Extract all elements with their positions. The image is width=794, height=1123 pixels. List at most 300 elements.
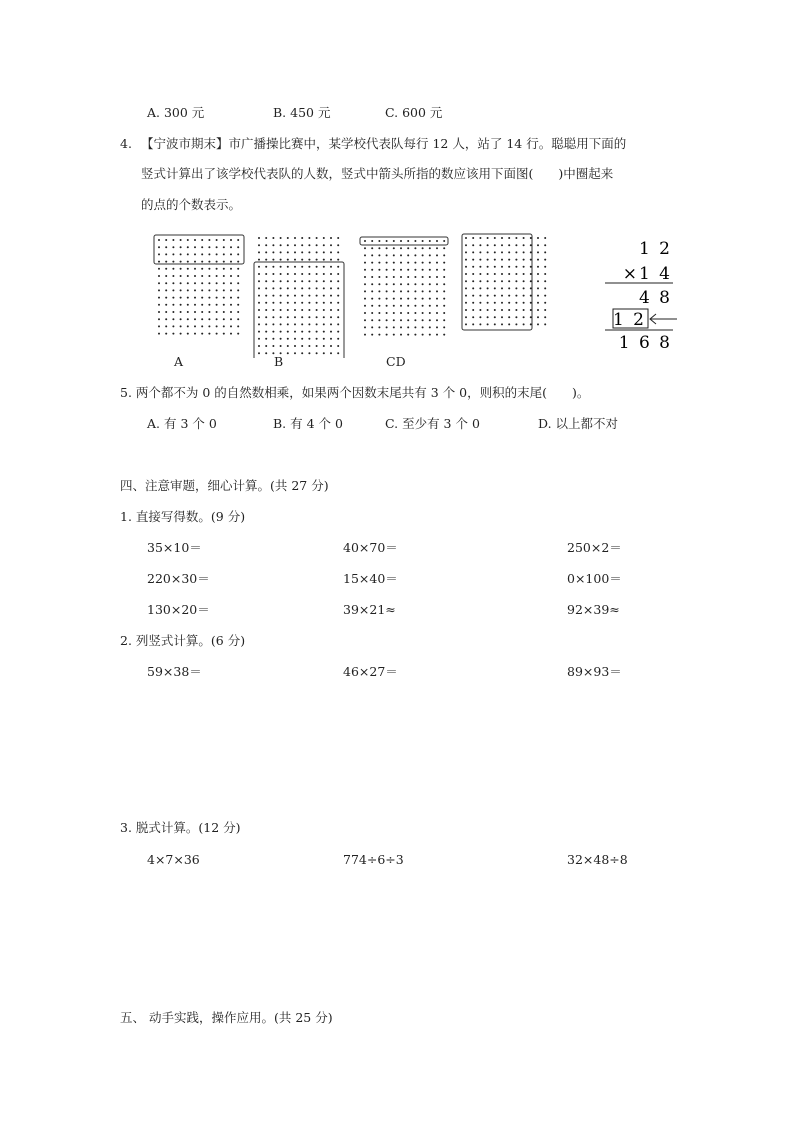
dot <box>265 266 267 268</box>
dot <box>287 295 289 297</box>
dot <box>400 247 402 249</box>
dot <box>308 280 310 282</box>
dot <box>414 269 416 271</box>
calc-item: 40×70＝ <box>343 540 398 555</box>
dot <box>371 305 373 307</box>
dot <box>436 290 438 292</box>
dot <box>378 262 380 264</box>
dot <box>393 298 395 300</box>
dot <box>187 239 189 241</box>
dot <box>272 302 274 304</box>
dot <box>337 244 339 246</box>
calc-item: 774÷6÷3 <box>343 852 404 867</box>
dot <box>371 298 373 300</box>
dot <box>523 237 525 239</box>
dot <box>330 302 332 304</box>
dot <box>201 304 203 306</box>
dot <box>414 240 416 242</box>
dot <box>194 333 196 335</box>
dot <box>407 305 409 307</box>
dot <box>294 331 296 333</box>
dot <box>208 261 210 263</box>
dot <box>414 305 416 307</box>
dot <box>165 275 167 277</box>
dot <box>386 240 388 242</box>
dot <box>316 237 318 239</box>
dot <box>544 266 546 268</box>
dot <box>208 289 210 291</box>
dot <box>272 251 274 253</box>
dot <box>443 319 445 321</box>
dot <box>472 280 474 282</box>
dot <box>364 334 366 336</box>
dot <box>378 276 380 278</box>
dot <box>165 261 167 263</box>
dot <box>508 295 510 297</box>
option-a: A. 300 元 <box>147 105 205 120</box>
dot <box>172 275 174 277</box>
dot <box>280 295 282 297</box>
dot <box>287 331 289 333</box>
dot <box>465 295 467 297</box>
dot <box>180 253 182 255</box>
dot <box>165 253 167 255</box>
dot <box>280 244 282 246</box>
dot <box>494 237 496 239</box>
dot <box>265 251 267 253</box>
dot <box>371 262 373 264</box>
dot <box>272 309 274 311</box>
dot <box>258 244 260 246</box>
dot <box>265 259 267 261</box>
dot <box>337 316 339 318</box>
dot <box>216 304 218 306</box>
section5-title: 五、 动手实践，操作应用。(共 25 分) <box>120 1010 333 1025</box>
dot <box>316 302 318 304</box>
dot <box>337 273 339 275</box>
dot <box>165 239 167 241</box>
calc-item: 4×7×36 <box>147 852 200 867</box>
dot <box>337 295 339 297</box>
dot <box>472 295 474 297</box>
dot <box>194 289 196 291</box>
dot <box>208 275 210 277</box>
dot <box>237 297 239 299</box>
dot <box>308 266 310 268</box>
dot <box>414 283 416 285</box>
dot <box>201 311 203 313</box>
dot <box>386 326 388 328</box>
dot <box>407 254 409 256</box>
dot <box>422 254 424 256</box>
dot <box>429 312 431 314</box>
dot <box>258 352 260 354</box>
dot <box>386 312 388 314</box>
dot <box>422 334 424 336</box>
dot <box>180 239 182 241</box>
dot <box>237 318 239 320</box>
dot <box>230 311 232 313</box>
dot <box>230 268 232 270</box>
dot <box>316 323 318 325</box>
dot <box>544 302 546 304</box>
dot <box>230 275 232 277</box>
dot <box>301 237 303 239</box>
dot <box>208 304 210 306</box>
dot <box>537 323 539 325</box>
dot <box>429 262 431 264</box>
dot <box>287 287 289 289</box>
dot <box>429 319 431 321</box>
dot <box>316 309 318 311</box>
dot <box>501 244 503 246</box>
dot <box>508 266 510 268</box>
dot <box>330 316 332 318</box>
dot <box>187 325 189 327</box>
dot <box>400 298 402 300</box>
dot <box>272 316 274 318</box>
dot <box>479 302 481 304</box>
dot <box>407 326 409 328</box>
dot <box>364 298 366 300</box>
dot <box>429 276 431 278</box>
dot <box>165 282 167 284</box>
dot <box>479 287 481 289</box>
dot <box>371 240 373 242</box>
dot <box>287 244 289 246</box>
dot <box>223 268 225 270</box>
dot <box>187 318 189 320</box>
dot <box>230 246 232 248</box>
dot <box>378 326 380 328</box>
s4-q3-title: 3. 脱式计算。(12 分) <box>120 820 241 835</box>
calc-row3: 4 8 <box>638 288 672 308</box>
dot <box>429 254 431 256</box>
dot <box>487 259 489 261</box>
dot <box>180 268 182 270</box>
dot <box>422 290 424 292</box>
dot <box>400 290 402 292</box>
dot <box>537 316 539 318</box>
dot <box>501 309 503 311</box>
dot <box>436 319 438 321</box>
dot <box>472 273 474 275</box>
dot <box>216 239 218 241</box>
dot <box>237 325 239 327</box>
dot <box>223 253 225 255</box>
dot <box>158 297 160 299</box>
dot <box>323 338 325 340</box>
dot <box>330 345 332 347</box>
q4-number: 4. <box>120 136 132 151</box>
dot <box>287 338 289 340</box>
dot <box>429 326 431 328</box>
dot <box>287 316 289 318</box>
dot <box>323 280 325 282</box>
dot <box>537 309 539 311</box>
section4-title: 四、注意审题，细心计算。(共 27 分) <box>120 478 329 493</box>
dot <box>187 268 189 270</box>
dot <box>472 259 474 261</box>
dot <box>172 246 174 248</box>
dot <box>407 298 409 300</box>
dot <box>479 259 481 261</box>
dot <box>287 352 289 354</box>
dot <box>386 290 388 292</box>
dot <box>523 280 525 282</box>
dot <box>407 312 409 314</box>
dot <box>208 268 210 270</box>
dot <box>508 273 510 275</box>
dot <box>216 246 218 248</box>
dot <box>515 259 517 261</box>
dot <box>287 259 289 261</box>
dot <box>216 261 218 263</box>
dot <box>294 302 296 304</box>
dot <box>337 237 339 239</box>
dot <box>265 237 267 239</box>
dot <box>386 319 388 321</box>
dot <box>230 318 232 320</box>
dot <box>414 312 416 314</box>
dot <box>287 309 289 311</box>
dot <box>407 240 409 242</box>
dot <box>465 302 467 304</box>
dot <box>237 289 239 291</box>
dot <box>523 295 525 297</box>
dot <box>407 269 409 271</box>
dot <box>523 323 525 325</box>
dot <box>265 352 267 354</box>
calc-row2: ×1 4 <box>622 264 672 284</box>
dot <box>364 290 366 292</box>
calc-item: 32×48÷8 <box>567 852 628 867</box>
dot <box>487 295 489 297</box>
dot <box>400 269 402 271</box>
dot <box>230 325 232 327</box>
dot <box>265 316 267 318</box>
option-c: C. 600 元 <box>385 105 443 120</box>
dot <box>337 259 339 261</box>
dot <box>323 323 325 325</box>
dot <box>422 269 424 271</box>
dot <box>414 334 416 336</box>
dot <box>422 298 424 300</box>
dot <box>465 259 467 261</box>
dot <box>501 287 503 289</box>
dot <box>287 323 289 325</box>
dot <box>308 323 310 325</box>
dot <box>187 311 189 313</box>
dot <box>323 273 325 275</box>
dot <box>422 305 424 307</box>
dot <box>364 305 366 307</box>
dot <box>172 318 174 320</box>
dot <box>400 319 402 321</box>
dot <box>378 240 380 242</box>
dot <box>400 305 402 307</box>
dot <box>537 251 539 253</box>
dot <box>272 237 274 239</box>
dot <box>330 352 332 354</box>
dot <box>515 244 517 246</box>
dot <box>301 251 303 253</box>
dot <box>523 302 525 304</box>
dot <box>201 275 203 277</box>
dot <box>501 266 503 268</box>
dot <box>294 309 296 311</box>
dot <box>265 280 267 282</box>
dot <box>230 289 232 291</box>
dot <box>316 295 318 297</box>
dot <box>265 302 267 304</box>
dot <box>443 312 445 314</box>
dot <box>508 259 510 261</box>
dot <box>201 297 203 299</box>
dot <box>544 287 546 289</box>
option-b: B. 450 元 <box>273 105 331 120</box>
dot <box>237 261 239 263</box>
dot <box>400 262 402 264</box>
dot <box>158 289 160 291</box>
dot <box>386 276 388 278</box>
dot <box>472 237 474 239</box>
dot <box>223 282 225 284</box>
dot <box>371 290 373 292</box>
dot <box>223 318 225 320</box>
dot <box>544 237 546 239</box>
dot <box>337 309 339 311</box>
dot <box>422 326 424 328</box>
dot <box>280 273 282 275</box>
dot <box>323 266 325 268</box>
dot <box>280 280 282 282</box>
dot <box>443 298 445 300</box>
dot <box>487 237 489 239</box>
dot <box>287 273 289 275</box>
dot <box>330 259 332 261</box>
dot <box>378 254 380 256</box>
dot <box>393 247 395 249</box>
dot <box>301 295 303 297</box>
dot <box>472 302 474 304</box>
dot <box>294 237 296 239</box>
dot <box>165 268 167 270</box>
dot <box>429 334 431 336</box>
dot <box>487 273 489 275</box>
dot <box>323 302 325 304</box>
dot <box>523 316 525 318</box>
dot <box>429 247 431 249</box>
dot <box>544 309 546 311</box>
dot <box>258 280 260 282</box>
dot <box>443 254 445 256</box>
dot <box>487 316 489 318</box>
dot <box>393 319 395 321</box>
dot <box>487 287 489 289</box>
dot <box>201 318 203 320</box>
dot-grid-b <box>258 237 339 354</box>
dot <box>194 261 196 263</box>
dot <box>265 273 267 275</box>
dot <box>465 309 467 311</box>
dot <box>494 244 496 246</box>
dot <box>301 259 303 261</box>
dot <box>280 331 282 333</box>
dot <box>378 305 380 307</box>
dot <box>364 283 366 285</box>
dot <box>494 323 496 325</box>
dot <box>258 316 260 318</box>
dot <box>508 316 510 318</box>
dot <box>280 259 282 261</box>
dot <box>301 309 303 311</box>
dot <box>472 266 474 268</box>
q5-text: 5. 两个都不为 0 的自然数相乘，如果两个因数末尾共有 3 个 0，则积的末尾( )。 <box>120 385 590 400</box>
dot <box>544 251 546 253</box>
calc-item: 220×30＝ <box>147 571 210 586</box>
dot <box>436 298 438 300</box>
dot <box>280 251 282 253</box>
calc-item: 15×40＝ <box>343 571 398 586</box>
dot <box>479 237 481 239</box>
dot <box>337 352 339 354</box>
dot <box>378 283 380 285</box>
dot <box>494 273 496 275</box>
dot-grid-c <box>364 240 445 336</box>
dot <box>316 251 318 253</box>
dot <box>201 246 203 248</box>
dot <box>294 244 296 246</box>
dot <box>537 244 539 246</box>
dot <box>400 254 402 256</box>
dot <box>436 326 438 328</box>
dot <box>508 251 510 253</box>
dot <box>172 333 174 335</box>
calc-item: 59×38＝ <box>147 664 202 679</box>
dot <box>494 316 496 318</box>
dot <box>479 316 481 318</box>
dot <box>393 305 395 307</box>
dot <box>501 251 503 253</box>
dot <box>393 312 395 314</box>
dot <box>294 273 296 275</box>
dot <box>330 295 332 297</box>
dot <box>501 323 503 325</box>
dot <box>487 323 489 325</box>
dot <box>472 309 474 311</box>
calc-item: 35×10＝ <box>147 540 202 555</box>
dot <box>472 316 474 318</box>
dot <box>414 319 416 321</box>
dot <box>265 345 267 347</box>
dot <box>301 244 303 246</box>
dot <box>465 273 467 275</box>
dot <box>337 280 339 282</box>
dot <box>187 304 189 306</box>
dot <box>287 237 289 239</box>
dot <box>501 259 503 261</box>
dot <box>330 244 332 246</box>
dot <box>479 244 481 246</box>
dot <box>429 290 431 292</box>
dot <box>337 266 339 268</box>
dot <box>301 352 303 354</box>
dot <box>465 266 467 268</box>
dot <box>316 331 318 333</box>
dot <box>429 269 431 271</box>
dot <box>393 334 395 336</box>
